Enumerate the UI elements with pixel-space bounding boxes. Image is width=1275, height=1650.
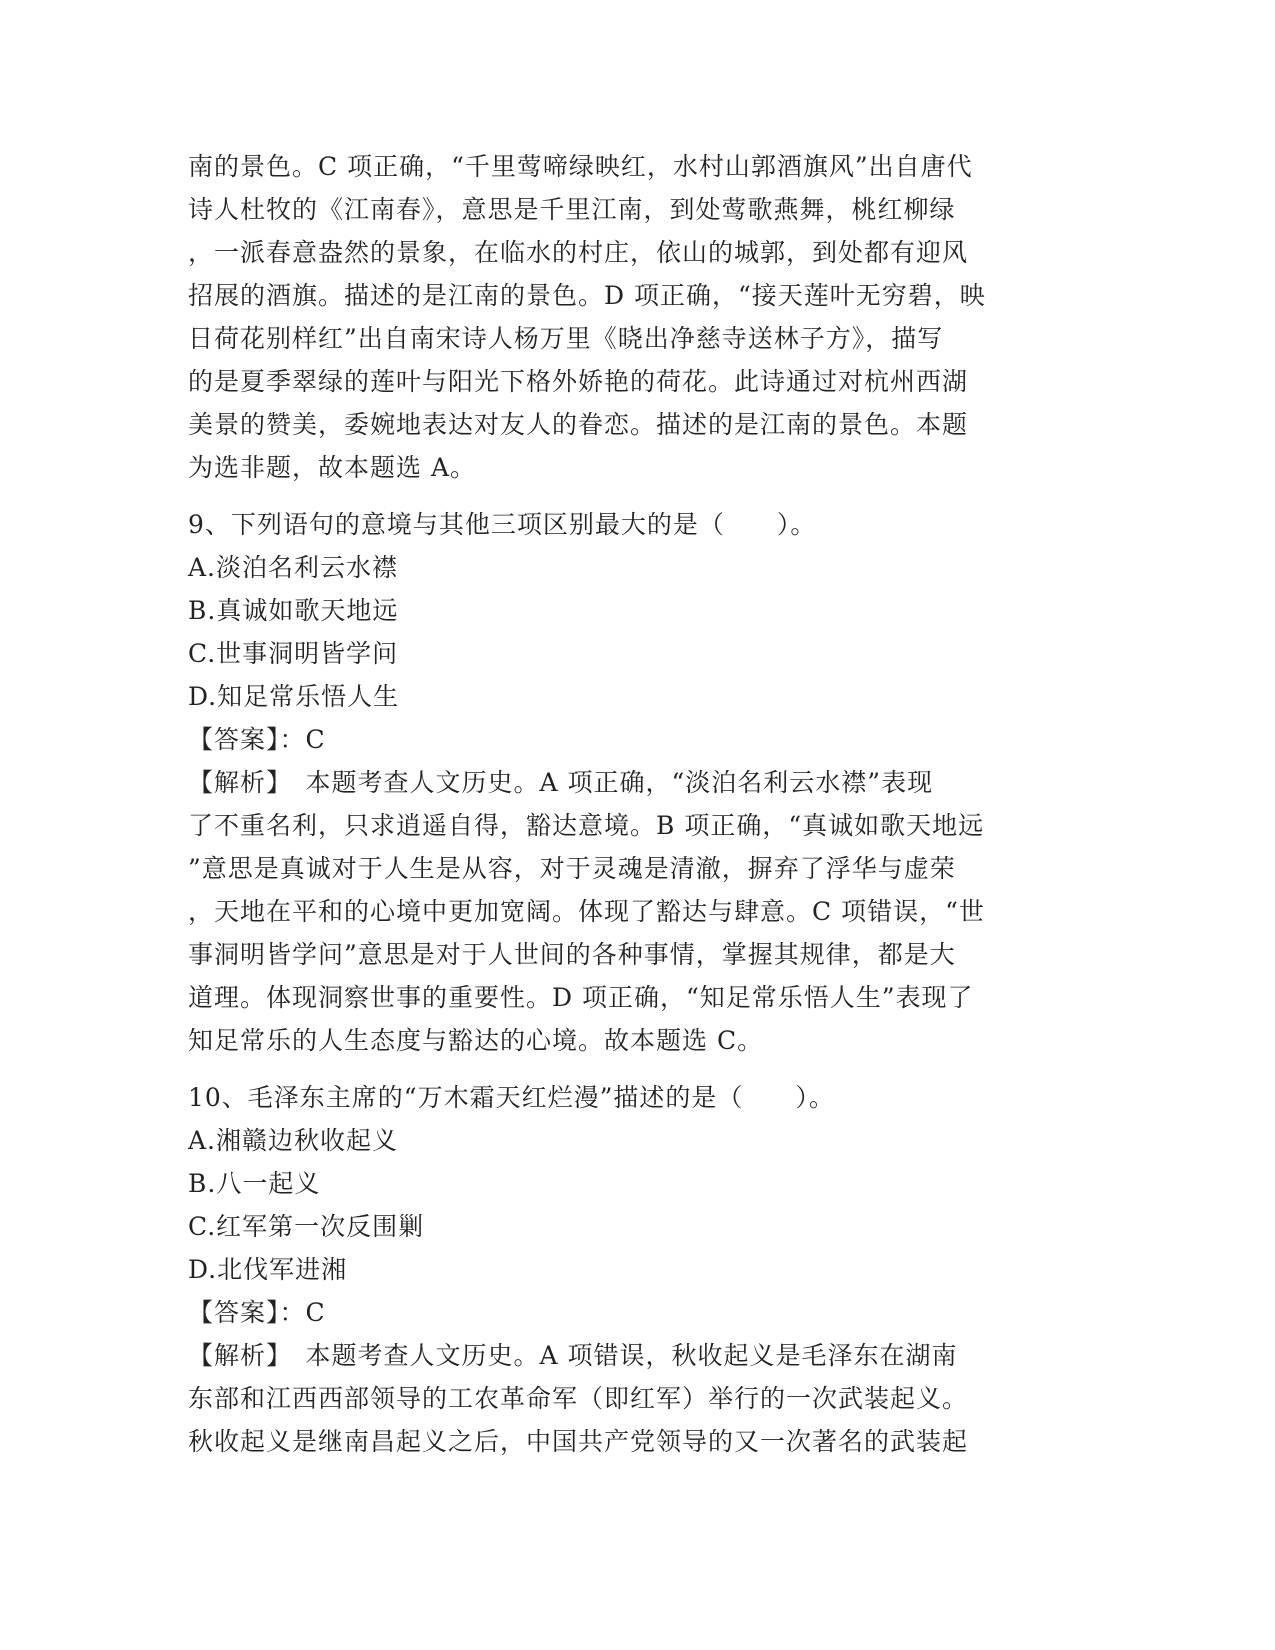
question-10 [188,1076,1088,1463]
explanation-line: 日荷花别样红”出自南宋诗人杨万里《晓出净慈寺送林子方》，描写 [188,324,944,353]
answer-line: 【答案】：C [188,1298,326,1327]
explanation-line: ，天地在平和的心境中更加宽阔。体现了豁达与肆意。C 项错误，“世 [188,897,985,926]
question-stem: 9、下列语句的意境与其他三项区别最大的是（ ）。 [188,510,817,539]
explanation-line: 东部和江西西部领导的工农革命军（即红军）举行的一次武装起义。 [188,1384,969,1413]
explanation-line: 为选非题，故本题选 A。 [188,453,477,482]
explanation-line: 招展的酒旗。描述的是江南的景色。D 项正确，“接天莲叶无穷碧，映 [188,281,986,310]
option-d: D.知足常乐悟人生 [188,682,400,711]
explanation-line: 的是夏季翠绿的莲叶与阳光下格外娇艳的荷花。此诗通过对杭州西湖 [188,367,969,396]
answer-line: 【答案】：C [188,725,326,754]
option-a: A.淡泊名利云水襟 [188,553,399,582]
option-a: A.湘赣边秋收起义 [188,1126,399,1155]
explanation-line: 【解析】 本题考查人文历史。A 项错误，秋收起义是毛泽东在湖南 [188,1341,958,1370]
explanation-line: ，一派春意盎然的景象，在临水的村庄，依山的城郭，到处都有迎风 [188,238,969,267]
option-c: C.红军第一次反围剿 [188,1212,425,1241]
document-content [188,145,1088,1463]
previous-explanation [188,145,1088,489]
spacer [188,489,1088,503]
explanation-line: 【解析】 本题考查人文历史。A 项正确，“淡泊名利云水襟”表现 [188,768,934,797]
explanation-line: 诗人杜牧的《江南春》，意思是千里江南，到处莺歌燕舞，桃红柳绿 [188,195,956,224]
question-stem: 10、毛泽东主席的“万木霜天红烂漫”描述的是（ ）。 [188,1083,835,1112]
explanation-line: 知足常乐的人生态度与豁达的心境。故本题选 C。 [188,1026,764,1055]
explanation-line: 了不重名利，只求逍遥自得，豁达意境。B 项正确，“真诚如歌天地远 [188,811,985,840]
explanation-line: 南的景色。C 项正确，“千里莺啼绿映红，水村山郭酒旗风”出自唐代 [188,152,973,181]
spacer [188,1062,1088,1076]
explanation-line: 秋收起义是继南昌起义之后，中国共产党领导的又一次著名的武装起 [188,1427,969,1456]
option-b: B.八一起义 [188,1169,321,1198]
option-c: C.世事洞明皆学问 [188,639,399,668]
option-d: D.北伐军进湘 [188,1255,348,1284]
explanation-line: ”意思是真诚对于人生是从容，对于灵魂是清澈，摒弃了浮华与虚荣 [188,854,956,883]
option-b: B.真诚如歌天地远 [188,596,399,625]
question-9 [188,503,1088,1062]
explanation-line: 道理。体现洞察世事的重要性。D 项正确，“知足常乐悟人生”表现了 [188,983,974,1012]
explanation-line: 事洞明皆学问”意思是对于人世间的各种事情，掌握其规律，都是大 [188,940,956,969]
explanation-line: 美景的赞美，委婉地表达对友人的眷恋。描述的是江南的景色。本题 [188,410,969,439]
